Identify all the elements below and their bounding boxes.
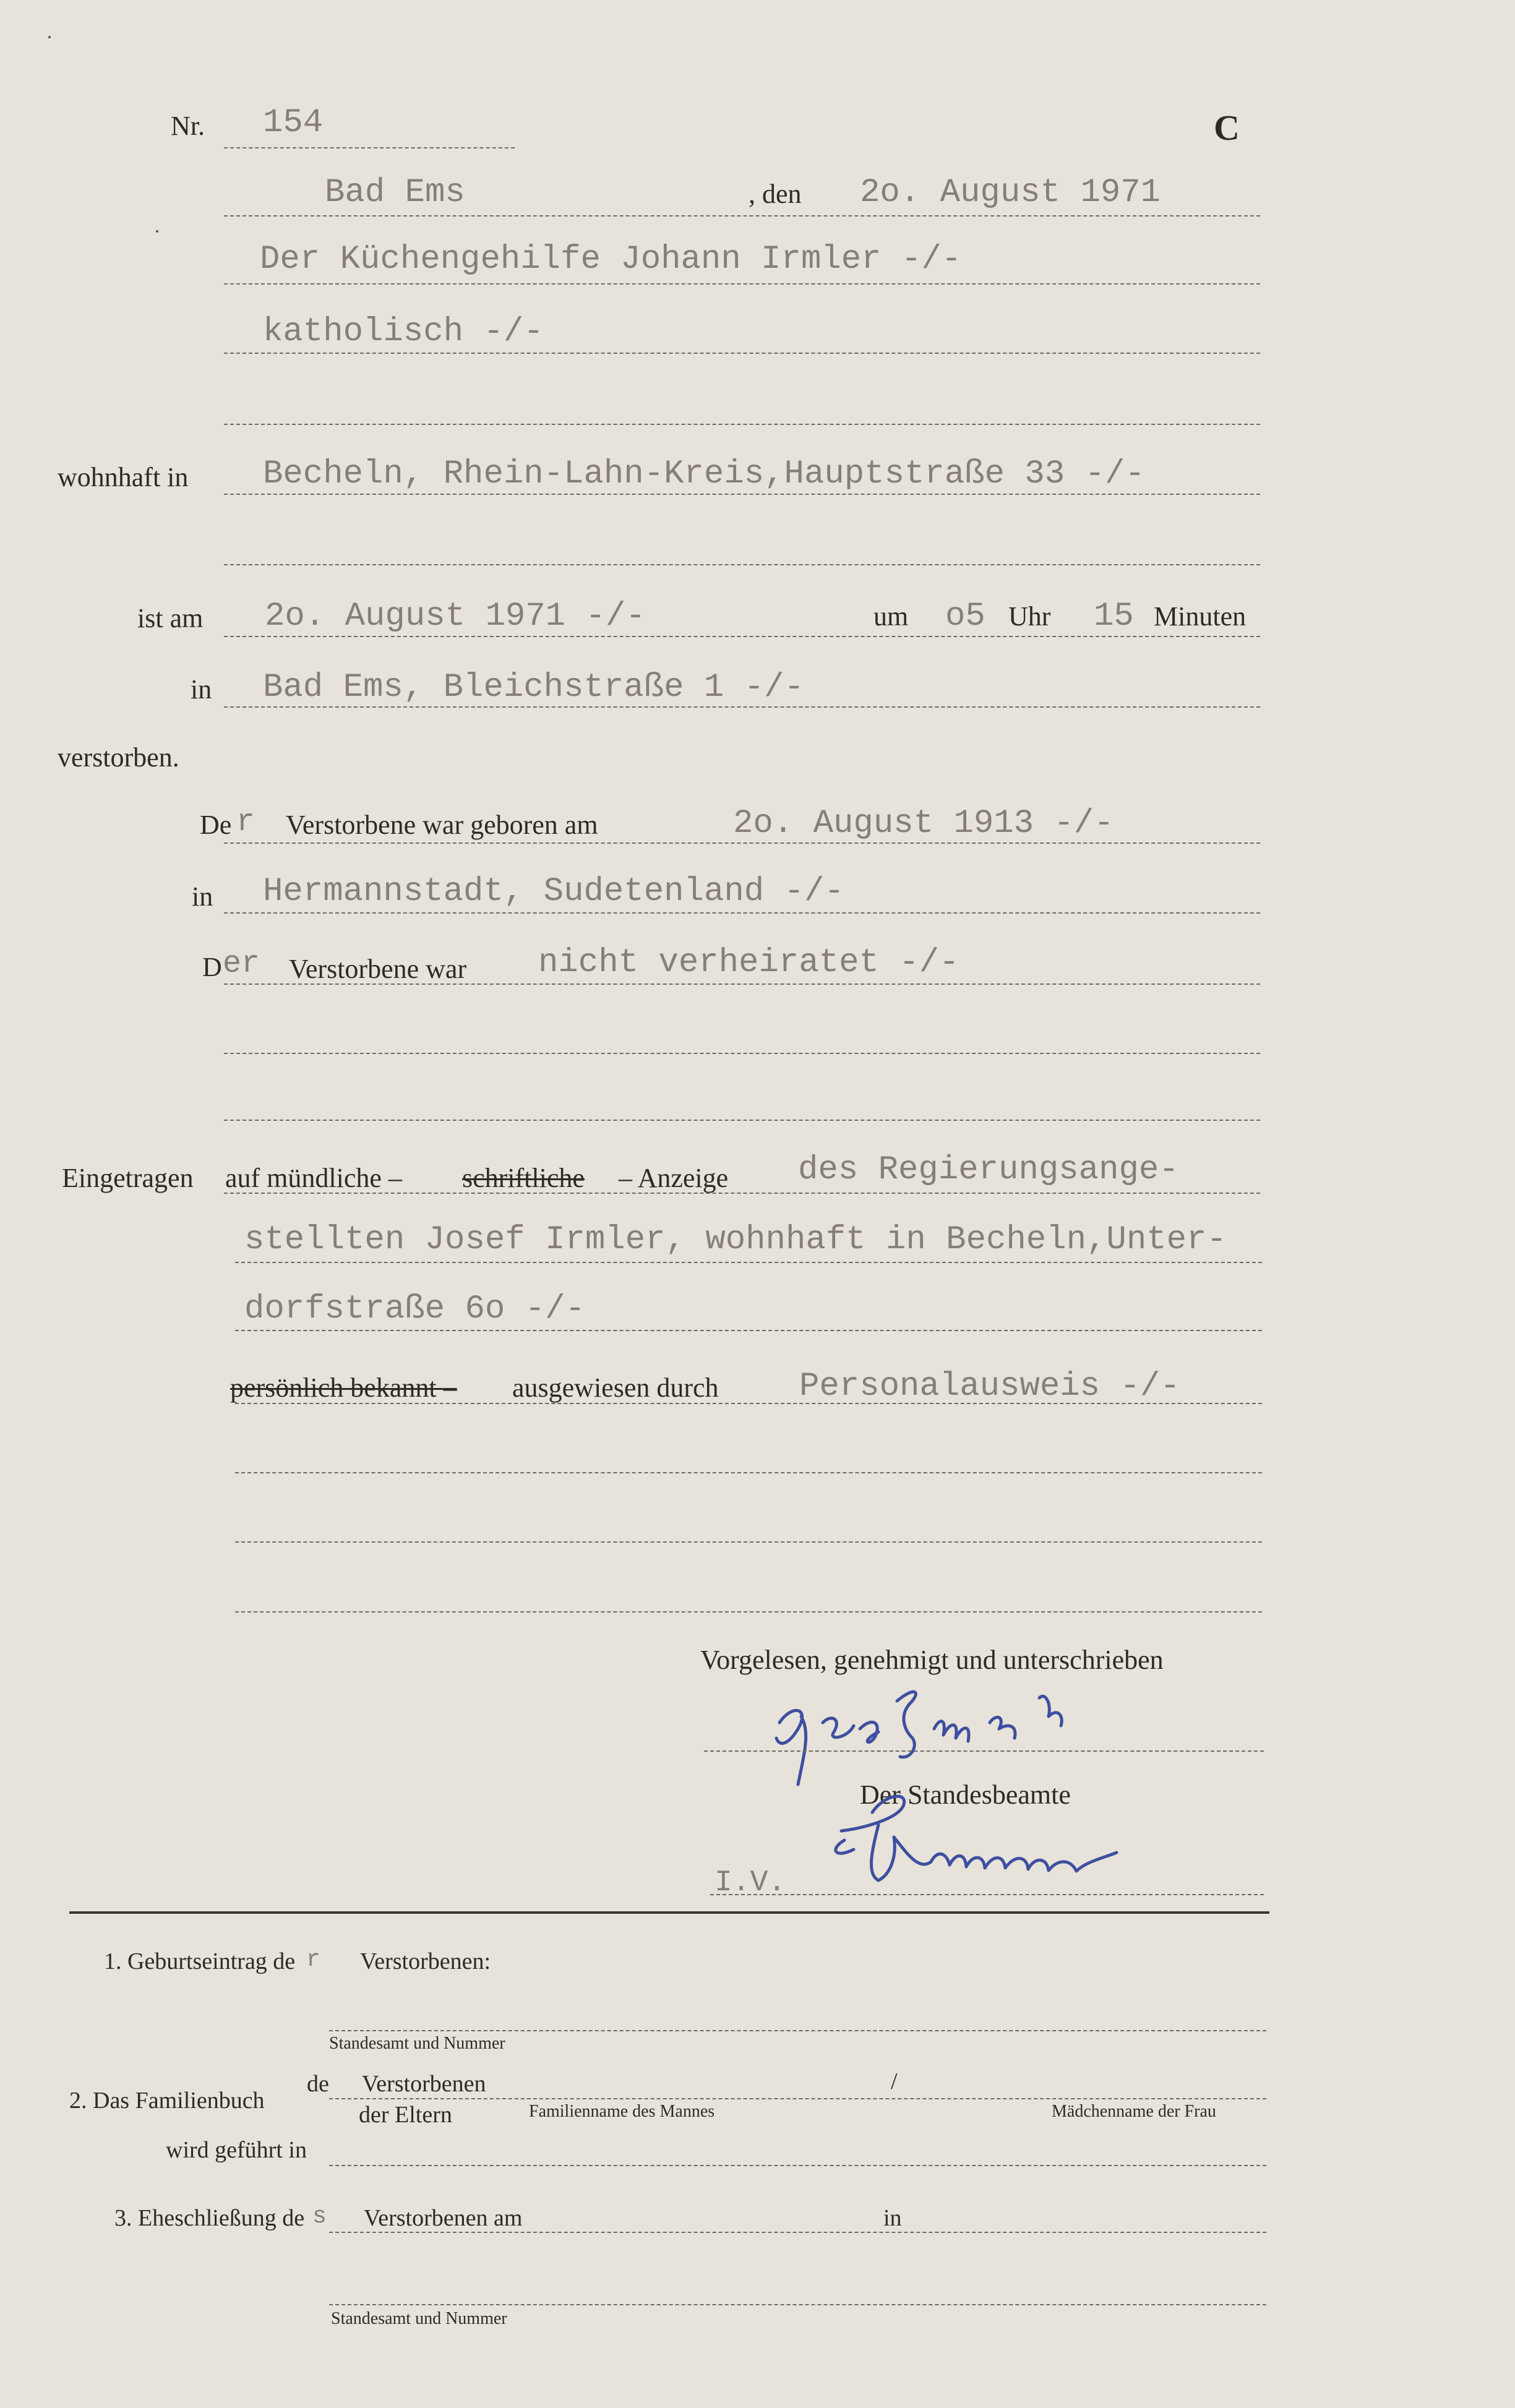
iv-label: I.V. — [715, 1866, 786, 1900]
footer-item3-label: 3. Eheschließung de — [114, 2205, 305, 2231]
death-hour: o5 — [945, 598, 985, 635]
official-signature-line — [710, 1894, 1264, 1895]
footer-item2-verstorbenen: Verstorbenen — [362, 2071, 486, 2097]
footer-item3-in: in — [883, 2205, 902, 2231]
footer-item2-wird-line — [329, 2165, 1266, 2166]
nr-label: Nr. — [171, 111, 205, 141]
footer-item2-caption-mann: Familienname des Mannes — [529, 2102, 715, 2121]
form-letter: C — [1214, 108, 1240, 148]
birth-place-line — [224, 912, 1260, 914]
footer-item2-caption-frau: Mädchenname der Frau — [1052, 2102, 1216, 2121]
id-document: Personalausweis -/- — [799, 1368, 1180, 1405]
blank-line-6 — [235, 1541, 1262, 1543]
approval-text: Vorgelesen, genehmigt und unterschrieben — [700, 1645, 1164, 1675]
footer-item3-line-2 — [329, 2304, 1266, 2305]
registry-date: 2o. August 1971 — [860, 174, 1161, 212]
death-date: 2o. August 1971 -/- — [265, 598, 646, 635]
birth-place-label: in — [192, 881, 213, 912]
footer-item2-wird: wird geführt in — [166, 2137, 307, 2163]
blank-line-4 — [224, 1120, 1260, 1121]
footer-item2-label: 2. Das Familienbuch — [69, 2088, 265, 2114]
birth-place: Hermannstadt, Sudetenland -/- — [263, 873, 844, 910]
footer-item1-label: 1. Geburtseintrag de — [104, 1948, 296, 1974]
informant-rule-2 — [235, 1262, 1262, 1263]
death-date-label: ist am — [137, 603, 204, 633]
informant-signature-line — [704, 1750, 1264, 1752]
birth-der-typed: r — [236, 805, 255, 840]
informant-rule-1 — [224, 1193, 1260, 1194]
marital-der-typed: er — [223, 946, 260, 982]
paper-speck — [48, 36, 51, 38]
marital-der-prefix: D — [202, 952, 222, 982]
eingetragen-label: Eingetragen — [62, 1163, 194, 1193]
informant-signature — [755, 1679, 1157, 1791]
informant-line-2: stellten Josef Irmler, wohnhaft in Becheln,Unter- — [244, 1221, 1227, 1259]
place-date-line — [224, 215, 1260, 216]
official-signature — [804, 1781, 1206, 1905]
verstorben-label: verstorben. — [58, 742, 179, 773]
blank-line-5 — [235, 1472, 1262, 1473]
informant-line-3: dorfstraße 6o -/- — [244, 1290, 585, 1328]
death-place: Bad Ems, Bleichstraße 1 -/- — [263, 669, 804, 706]
birth-label: Verstorbene war geboren am — [286, 810, 598, 840]
religion: katholisch -/- — [263, 313, 544, 351]
residence-label: wohnhaft in — [58, 462, 189, 492]
auf-muendliche-label: auf mündliche – — [225, 1163, 402, 1193]
footer-item2-line — [329, 2098, 1266, 2099]
birth-date-line — [224, 842, 1260, 844]
deceased-name: Der Küchengehilfe Johann Irmler -/- — [260, 241, 962, 278]
blank-line-7 — [235, 1611, 1262, 1613]
uhr-label: Uhr — [1008, 601, 1051, 632]
paper-speck — [156, 230, 158, 233]
religion-line — [224, 353, 1260, 354]
nr-line — [224, 147, 515, 148]
id-line — [235, 1403, 1262, 1404]
residence-line — [224, 494, 1260, 495]
informant-rule-3 — [235, 1330, 1262, 1331]
footer-item2-de: de — [307, 2071, 329, 2097]
footer-item1-typed: r — [306, 1947, 320, 1973]
den-label: , den — [749, 179, 802, 209]
schriftliche-struck-label: schriftliche — [462, 1163, 585, 1193]
residence-value: Becheln, Rhein-Lahn-Kreis,Hauptstraße 33 -/- — [263, 455, 1145, 493]
marital-line — [224, 983, 1260, 985]
informant-line-1: des Regierungsange- — [798, 1151, 1179, 1189]
footer-item1-line — [329, 2030, 1266, 2031]
death-place-line — [224, 706, 1260, 708]
birth-der-prefix: De — [200, 810, 232, 840]
person-line — [224, 283, 1260, 285]
ausgewiesen-label: ausgewiesen durch — [512, 1373, 719, 1403]
death-date-line — [224, 636, 1260, 637]
death-place-label: in — [191, 674, 212, 705]
blank-line-2 — [224, 564, 1260, 565]
footer-item3-word: Verstorbenen am — [364, 2205, 523, 2231]
footer-item2-eltern: der Eltern — [359, 2102, 452, 2128]
persoenlich-bekannt-struck: persönlich bekannt – — [230, 1373, 457, 1403]
footer-item1-word: Verstorbenen: — [360, 1948, 491, 1974]
footer-item3-caption: Standesamt und Nummer — [331, 2309, 507, 2328]
official-title: Der Standesbeamte — [860, 1780, 1071, 1810]
marital-label: Verstorbene war — [289, 954, 467, 984]
minuten-label: Minuten — [1154, 601, 1247, 632]
registry-place: Bad Ems — [325, 174, 465, 212]
register-number: 154 — [263, 104, 324, 142]
blank-line-1 — [224, 424, 1260, 425]
footer-item1-caption: Standesamt und Nummer — [329, 2034, 505, 2053]
death-minutes: 15 — [1094, 598, 1134, 635]
footer-item3-typed: s — [312, 2203, 327, 2230]
footer-separator — [69, 1911, 1269, 1914]
blank-line-3 — [224, 1053, 1260, 1054]
anzeige-label: – Anzeige — [619, 1163, 729, 1193]
um-label: um — [873, 601, 909, 632]
marital-status: nicht verheiratet -/- — [538, 944, 959, 982]
birth-date: 2o. August 1913 -/- — [733, 805, 1114, 842]
footer-item2-slash: / — [891, 2068, 898, 2094]
footer-item3-line — [329, 2232, 1266, 2233]
